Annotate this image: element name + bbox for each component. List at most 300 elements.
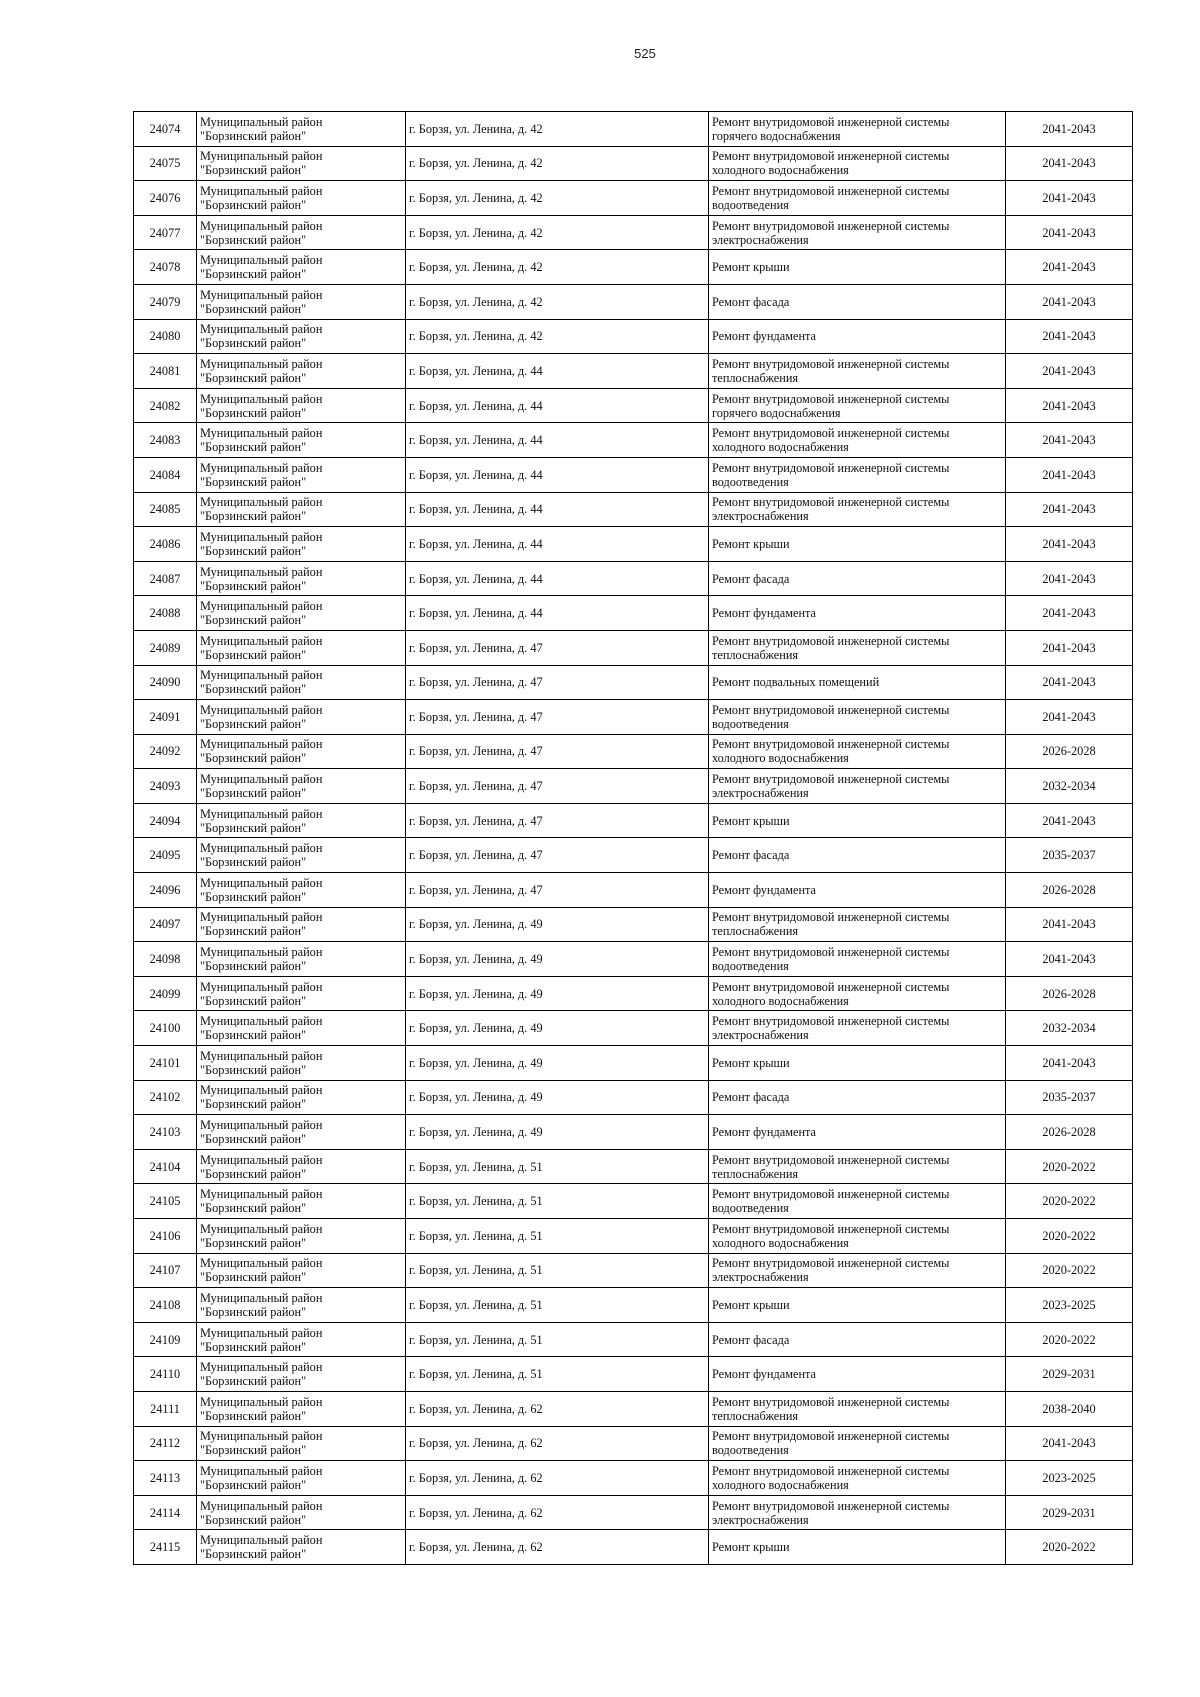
municipality-line: "Борзинский район" xyxy=(200,1374,307,1389)
municipality-line: Муниципальный район xyxy=(200,183,323,198)
period-cell xyxy=(1006,769,1133,804)
address: г. Борзя, ул. Ленина, д. 42 xyxy=(409,190,543,205)
table-row xyxy=(134,630,1133,665)
record-number: 24101 xyxy=(149,1055,181,1070)
work-type-line: водоотведения xyxy=(712,1443,789,1458)
record-number: 24105 xyxy=(149,1194,181,1209)
period: 2041-2043 xyxy=(1042,606,1096,621)
municipality-line: "Борзинский район" xyxy=(200,474,307,489)
address: г. Борзя, ул. Ленина, д. 42 xyxy=(409,294,543,309)
work-type-line: теплоснабжения xyxy=(712,1166,799,1181)
municipality-line: Муниципальный район xyxy=(200,149,323,164)
municipality-line: Муниципальный район xyxy=(200,841,323,856)
period: 2041-2043 xyxy=(1042,363,1096,378)
record-number: 24083 xyxy=(149,433,181,448)
municipality-line: Муниципальный район xyxy=(200,1118,323,1133)
record-number-cell xyxy=(134,1495,197,1530)
municipality-line: Муниципальный район xyxy=(200,1187,323,1202)
address: г. Борзя, ул. Ленина, д. 47 xyxy=(409,744,543,759)
record-number-cell xyxy=(134,1461,197,1496)
municipality-cell xyxy=(197,1011,406,1046)
municipality-cell xyxy=(197,769,406,804)
record-number: 24093 xyxy=(149,779,181,794)
work-type-cell xyxy=(709,1253,1006,1288)
period: 2041-2043 xyxy=(1042,952,1096,967)
work-type-line: холодного водоснабжения xyxy=(712,1235,849,1250)
table-row xyxy=(134,527,1133,562)
work-type-cell xyxy=(709,1461,1006,1496)
table-row xyxy=(134,388,1133,423)
work-type-cell xyxy=(709,284,1006,319)
municipality-cell xyxy=(197,803,406,838)
municipality-line: "Борзинский район" xyxy=(200,993,307,1008)
period-cell xyxy=(1006,250,1133,285)
work-type-cell xyxy=(709,146,1006,181)
period-cell xyxy=(1006,1011,1133,1046)
address: г. Борзя, ул. Ленина, д. 42 xyxy=(409,121,543,136)
period-cell xyxy=(1006,1495,1133,1530)
municipality-line: Муниципальный район xyxy=(200,979,323,994)
municipality-line: Муниципальный район xyxy=(200,668,323,683)
address-cell xyxy=(406,423,709,458)
municipality-line: "Борзинский район" xyxy=(200,370,307,385)
record-number: 24099 xyxy=(149,986,181,1001)
record-number: 24104 xyxy=(149,1159,181,1174)
municipality-cell xyxy=(197,457,406,492)
municipality-line: "Борзинский район" xyxy=(200,1304,307,1319)
municipality-line: "Борзинский район" xyxy=(200,163,307,178)
work-type-cell xyxy=(709,388,1006,423)
record-number: 24096 xyxy=(149,882,181,897)
address: г. Борзя, ул. Ленина, д. 42 xyxy=(409,260,543,275)
municipality-line: "Борзинский район" xyxy=(200,1132,307,1147)
period-cell xyxy=(1006,561,1133,596)
record-number-cell xyxy=(134,354,197,389)
period-cell xyxy=(1006,1080,1133,1115)
period: 2032-2034 xyxy=(1042,779,1096,794)
municipality-line: Муниципальный район xyxy=(200,737,323,752)
address: г. Борзя, ул. Ленина, д. 47 xyxy=(409,882,543,897)
work-type-cell xyxy=(709,1046,1006,1081)
period-cell xyxy=(1006,1288,1133,1323)
table-row xyxy=(134,1426,1133,1461)
table-row xyxy=(134,561,1133,596)
municipality-line: Муниципальный район xyxy=(200,356,323,371)
record-number-cell xyxy=(134,1149,197,1184)
municipality-line: "Борзинский район" xyxy=(200,232,307,247)
table-row xyxy=(134,838,1133,873)
period: 2041-2043 xyxy=(1042,190,1096,205)
work-type-line: Ремонт внутридомовой инженерной системы xyxy=(712,1498,950,1513)
municipality-line: Муниципальный район xyxy=(200,1152,323,1167)
work-type-line: Ремонт внутридомовой инженерной системы xyxy=(712,1463,950,1478)
period-cell xyxy=(1006,1253,1133,1288)
period: 2026-2028 xyxy=(1042,986,1096,1001)
work-type-line: электроснабжения xyxy=(712,1512,809,1527)
record-number-cell xyxy=(134,700,197,735)
work-type-line: водоотведения xyxy=(712,197,789,212)
work-type-line: Ремонт фасада xyxy=(712,294,790,309)
work-type-cell xyxy=(709,112,1006,147)
table-row xyxy=(134,1357,1133,1392)
period-cell xyxy=(1006,630,1133,665)
work-type-line: теплоснабжения xyxy=(712,1408,799,1423)
period-cell xyxy=(1006,596,1133,631)
work-type-line: холодного водоснабжения xyxy=(712,751,849,766)
address: г. Борзя, ул. Ленина, д. 44 xyxy=(409,398,543,413)
work-type-line: Ремонт крыши xyxy=(712,260,790,275)
period: 2026-2028 xyxy=(1042,882,1096,897)
municipality-line: "Борзинский район" xyxy=(200,1235,307,1250)
work-type-cell xyxy=(709,700,1006,735)
work-type-line: Ремонт фасада xyxy=(712,848,790,863)
work-type-line: Ремонт внутридомовой инженерной системы xyxy=(712,772,950,787)
municipality-cell xyxy=(197,388,406,423)
record-number: 24112 xyxy=(149,1436,181,1451)
work-type-line: электроснабжения xyxy=(712,509,809,524)
work-type-line: теплоснабжения xyxy=(712,647,799,662)
work-type-cell xyxy=(709,527,1006,562)
address: г. Борзя, ул. Ленина, д. 49 xyxy=(409,952,543,967)
work-type-cell xyxy=(709,561,1006,596)
table-row xyxy=(134,319,1133,354)
municipality-line: Муниципальный район xyxy=(200,564,323,579)
work-type-line: Ремонт внутридомовой инженерной системы xyxy=(712,979,950,994)
record-number: 24100 xyxy=(149,1021,181,1036)
address-cell xyxy=(406,1184,709,1219)
municipality-cell xyxy=(197,181,406,216)
period: 2020-2022 xyxy=(1042,1540,1096,1555)
period: 2041-2043 xyxy=(1042,502,1096,517)
work-type-line: Ремонт внутридомовой инженерной системы xyxy=(712,1221,950,1236)
period: 2041-2043 xyxy=(1042,225,1096,240)
period: 2041-2043 xyxy=(1042,571,1096,586)
address: г. Борзя, ул. Ленина, д. 44 xyxy=(409,571,543,586)
work-type-cell xyxy=(709,1115,1006,1150)
municipality-line: Муниципальный район xyxy=(200,806,323,821)
period: 2026-2028 xyxy=(1042,744,1096,759)
work-type-line: Ремонт внутридомовой инженерной системы xyxy=(712,426,950,441)
period: 2020-2022 xyxy=(1042,1159,1096,1174)
record-number: 24111 xyxy=(150,1401,180,1416)
period: 2029-2031 xyxy=(1042,1505,1096,1520)
address-cell xyxy=(406,665,709,700)
address: г. Борзя, ул. Ленина, д. 47 xyxy=(409,848,543,863)
period-cell xyxy=(1006,1115,1133,1150)
work-type-line: Ремонт фасада xyxy=(712,571,790,586)
period: 2041-2043 xyxy=(1042,640,1096,655)
work-type-line: Ремонт внутридомовой инженерной системы xyxy=(712,495,950,510)
municipality-cell xyxy=(197,665,406,700)
municipality-cell xyxy=(197,561,406,596)
work-type-line: электроснабжения xyxy=(712,1270,809,1285)
municipality-line: "Борзинский район" xyxy=(200,1201,307,1216)
address: г. Борзя, ул. Ленина, д. 42 xyxy=(409,329,543,344)
address-cell xyxy=(406,112,709,147)
work-type-cell xyxy=(709,457,1006,492)
work-type-line: Ремонт крыши xyxy=(712,1297,790,1312)
municipality-line: "Борзинский район" xyxy=(200,647,307,662)
municipality-cell xyxy=(197,354,406,389)
record-number-cell xyxy=(134,1426,197,1461)
period-cell xyxy=(1006,319,1133,354)
period: 2041-2043 xyxy=(1042,1436,1096,1451)
municipality-line: "Борзинский район" xyxy=(200,1408,307,1423)
work-type-line: горячего водоснабжения xyxy=(712,405,841,420)
address-cell xyxy=(406,803,709,838)
address-cell xyxy=(406,700,709,735)
period-cell xyxy=(1006,838,1133,873)
period: 2041-2043 xyxy=(1042,536,1096,551)
work-type-line: электроснабжения xyxy=(712,786,809,801)
work-type-line: теплоснабжения xyxy=(712,370,799,385)
record-number: 24110 xyxy=(149,1367,181,1382)
address: г. Борзя, ул. Ленина, д. 44 xyxy=(409,606,543,621)
record-number: 24090 xyxy=(149,675,181,690)
municipality-line: Муниципальный район xyxy=(200,495,323,510)
record-number-cell xyxy=(134,907,197,942)
period-cell xyxy=(1006,734,1133,769)
municipality-cell xyxy=(197,527,406,562)
address: г. Борзя, ул. Ленина, д. 47 xyxy=(409,779,543,794)
period-cell xyxy=(1006,1184,1133,1219)
address: г. Борзя, ул. Ленина, д. 44 xyxy=(409,502,543,517)
address-cell xyxy=(406,907,709,942)
work-type-cell xyxy=(709,250,1006,285)
municipality-line: Муниципальный район xyxy=(200,114,323,129)
work-type-line: Ремонт внутридомовой инженерной системы xyxy=(712,1014,950,1029)
municipality-cell xyxy=(197,250,406,285)
work-type-cell xyxy=(709,734,1006,769)
address-cell xyxy=(406,457,709,492)
record-number: 24089 xyxy=(149,640,181,655)
period: 2020-2022 xyxy=(1042,1194,1096,1209)
work-type-line: горячего водоснабжения xyxy=(712,128,841,143)
period-cell xyxy=(1006,873,1133,908)
address: г. Борзя, ул. Ленина, д. 42 xyxy=(409,156,543,171)
municipality-line: Муниципальный район xyxy=(200,426,323,441)
address-cell xyxy=(406,527,709,562)
address: г. Борзя, ул. Ленина, д. 51 xyxy=(409,1228,543,1243)
record-number-cell xyxy=(134,803,197,838)
address-cell xyxy=(406,181,709,216)
work-type-line: Ремонт фундамента xyxy=(712,329,817,344)
work-type-line: Ремонт фундамента xyxy=(712,606,817,621)
work-type-line: Ремонт фасада xyxy=(712,1332,790,1347)
address: г. Борзя, ул. Ленина, д. 49 xyxy=(409,1055,543,1070)
work-type-line: Ремонт внутридомовой инженерной системы xyxy=(712,391,950,406)
period: 2020-2022 xyxy=(1042,1228,1096,1243)
record-number: 24109 xyxy=(149,1332,181,1347)
period-cell xyxy=(1006,976,1133,1011)
work-type-line: Ремонт внутридомовой инженерной системы xyxy=(712,149,950,164)
municipality-line: Муниципальный район xyxy=(200,391,323,406)
address-cell xyxy=(406,1011,709,1046)
municipality-line: "Борзинский район" xyxy=(200,1443,307,1458)
record-number: 24092 xyxy=(149,744,181,759)
work-type-line: Ремонт фасада xyxy=(712,1090,790,1105)
address-cell xyxy=(406,492,709,527)
period-cell xyxy=(1006,215,1133,250)
address-cell xyxy=(406,1046,709,1081)
work-type-cell xyxy=(709,1530,1006,1565)
table-row xyxy=(134,665,1133,700)
period-cell xyxy=(1006,1426,1133,1461)
municipality-line: "Борзинский район" xyxy=(200,1477,307,1492)
address: г. Борзя, ул. Ленина, д. 47 xyxy=(409,675,543,690)
record-number-cell xyxy=(134,1357,197,1392)
table-row xyxy=(134,769,1133,804)
table-row xyxy=(134,112,1133,147)
record-number-cell xyxy=(134,1011,197,1046)
work-type-line: Ремонт внутридомовой инженерной системы xyxy=(712,183,950,198)
table-row xyxy=(134,1080,1133,1115)
municipality-line: "Борзинский район" xyxy=(200,959,307,974)
municipality-cell xyxy=(197,1426,406,1461)
address: г. Борзя, ул. Ленина, д. 62 xyxy=(409,1401,543,1416)
municipality-line: "Борзинский район" xyxy=(200,1097,307,1112)
work-type-cell xyxy=(709,769,1006,804)
municipality-line: Муниципальный район xyxy=(200,1429,323,1444)
record-number: 24107 xyxy=(149,1263,181,1278)
work-type-line: теплоснабжения xyxy=(712,924,799,939)
work-type-cell xyxy=(709,907,1006,942)
table-row xyxy=(134,700,1133,735)
work-type-cell xyxy=(709,1080,1006,1115)
municipality-cell xyxy=(197,1495,406,1530)
municipality-line: "Борзинский район" xyxy=(200,509,307,524)
period-cell xyxy=(1006,1461,1133,1496)
record-number: 24081 xyxy=(149,363,181,378)
work-type-line: Ремонт крыши xyxy=(712,1055,790,1070)
municipality-cell xyxy=(197,907,406,942)
record-number: 24074 xyxy=(149,121,181,136)
period: 2041-2043 xyxy=(1042,329,1096,344)
municipality-line: Муниципальный район xyxy=(200,1014,323,1029)
work-type-line: Ремонт крыши xyxy=(712,1540,790,1555)
municipality-line: Муниципальный район xyxy=(200,1360,323,1375)
record-number-cell xyxy=(134,630,197,665)
work-type-line: электроснабжения xyxy=(712,1028,809,1043)
municipality-line: "Борзинский район" xyxy=(200,855,307,870)
address: г. Борзя, ул. Ленина, д. 44 xyxy=(409,536,543,551)
record-number-cell xyxy=(134,1253,197,1288)
address-cell xyxy=(406,146,709,181)
work-type-line: Ремонт внутридомовой инженерной системы xyxy=(712,1429,950,1444)
period: 2041-2043 xyxy=(1042,467,1096,482)
record-number-cell xyxy=(134,596,197,631)
work-type-line: холодного водоснабжения xyxy=(712,440,849,455)
address: г. Борзя, ул. Ленина, д. 44 xyxy=(409,363,543,378)
period: 2029-2031 xyxy=(1042,1367,1096,1382)
work-type-cell xyxy=(709,803,1006,838)
record-number-cell xyxy=(134,734,197,769)
record-number-cell xyxy=(134,1391,197,1426)
record-number: 24075 xyxy=(149,156,181,171)
work-type-line: Ремонт внутридомовой инженерной системы xyxy=(712,945,950,960)
record-number-cell xyxy=(134,250,197,285)
municipality-cell xyxy=(197,146,406,181)
table-row xyxy=(134,1115,1133,1150)
municipality-cell xyxy=(197,734,406,769)
work-type-cell xyxy=(709,838,1006,873)
record-number: 24078 xyxy=(149,260,181,275)
table-row xyxy=(134,423,1133,458)
municipality-line: Муниципальный район xyxy=(200,599,323,614)
address: г. Борзя, ул. Ленина, д. 51 xyxy=(409,1297,543,1312)
page-number: 525 xyxy=(634,46,656,61)
work-type-line: водоотведения xyxy=(712,474,789,489)
table-row xyxy=(134,1219,1133,1254)
municipality-line: Муниципальный район xyxy=(200,945,323,960)
municipality-line: "Борзинский район" xyxy=(200,1547,307,1562)
record-number: 24088 xyxy=(149,606,181,621)
period: 2020-2022 xyxy=(1042,1263,1096,1278)
period: 2041-2043 xyxy=(1042,675,1096,690)
record-number: 24108 xyxy=(149,1297,181,1312)
address-cell xyxy=(406,976,709,1011)
work-type-cell xyxy=(709,1357,1006,1392)
address-cell xyxy=(406,1530,709,1565)
period: 2041-2043 xyxy=(1042,1055,1096,1070)
work-type-cell xyxy=(709,1495,1006,1530)
municipality-cell xyxy=(197,873,406,908)
table-row xyxy=(134,1391,1133,1426)
period-cell xyxy=(1006,665,1133,700)
record-number: 24113 xyxy=(149,1470,181,1485)
municipality-line: Муниципальный район xyxy=(200,287,323,302)
municipality-line: "Борзинский район" xyxy=(200,924,307,939)
address-cell xyxy=(406,1461,709,1496)
period: 2041-2043 xyxy=(1042,917,1096,932)
record-number-cell xyxy=(134,112,197,147)
record-number-cell xyxy=(134,527,197,562)
municipality-line: "Борзинский район" xyxy=(200,682,307,697)
record-number-cell xyxy=(134,665,197,700)
address-cell xyxy=(406,1080,709,1115)
record-number: 24097 xyxy=(149,917,181,932)
work-type-cell xyxy=(709,1391,1006,1426)
period-cell xyxy=(1006,803,1133,838)
work-type-line: Ремонт внутридомовой инженерной системы xyxy=(712,702,950,717)
municipality-cell xyxy=(197,1149,406,1184)
municipality-cell xyxy=(197,423,406,458)
work-type-cell xyxy=(709,630,1006,665)
period-cell xyxy=(1006,1046,1133,1081)
address-cell xyxy=(406,561,709,596)
record-number-cell xyxy=(134,838,197,873)
work-type-line: Ремонт внутридомовой инженерной системы xyxy=(712,1256,950,1271)
work-type-line: Ремонт крыши xyxy=(712,536,790,551)
record-number: 24079 xyxy=(149,294,181,309)
record-number-cell xyxy=(134,215,197,250)
address-cell xyxy=(406,1391,709,1426)
period-cell xyxy=(1006,942,1133,977)
work-type-line: Ремонт внутридомовой инженерной системы xyxy=(712,633,950,648)
period: 2041-2043 xyxy=(1042,813,1096,828)
work-type-cell xyxy=(709,942,1006,977)
work-type-line: водоотведения xyxy=(712,1201,789,1216)
period: 2041-2043 xyxy=(1042,121,1096,136)
record-number-cell xyxy=(134,388,197,423)
municipality-cell xyxy=(197,1461,406,1496)
municipality-cell xyxy=(197,1253,406,1288)
record-number: 24095 xyxy=(149,848,181,863)
period: 2026-2028 xyxy=(1042,1125,1096,1140)
table-row xyxy=(134,596,1133,631)
address: г. Борзя, ул. Ленина, д. 49 xyxy=(409,1090,543,1105)
address-cell xyxy=(406,630,709,665)
